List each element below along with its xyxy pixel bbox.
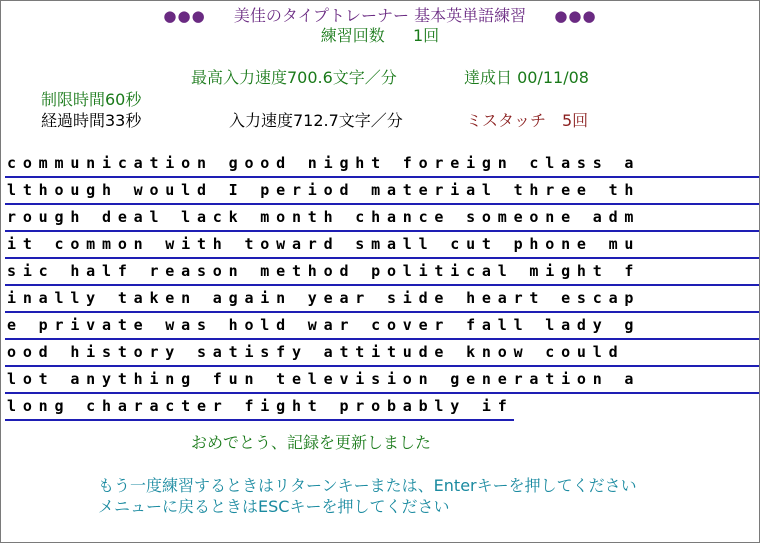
typing-line-current: long character fight probably if bbox=[5, 394, 514, 421]
input-speed: 入力速度712.7文字／分 bbox=[229, 111, 403, 130]
typing-line: it common with toward small cut phone mu bbox=[5, 232, 759, 259]
achieve-date: 達成日 00/11/08 bbox=[464, 68, 589, 87]
app-title: 美佳のタイプトレーナー 基本英単語練習 bbox=[233, 6, 527, 25]
practice-count-label: 練習回数 bbox=[320, 26, 385, 45]
typing-line: lthough would I period material three th bbox=[5, 178, 759, 205]
typing-line: inally taken again year side heart escap bbox=[5, 286, 759, 313]
typing-line: e private was hold war cover fall lady g bbox=[5, 313, 759, 340]
typing-line: sic half reason method political might f bbox=[5, 259, 759, 286]
mistouch-count: ミスタッチ 5回 bbox=[466, 111, 589, 130]
typing-line: rough deal lack month chance someone adm bbox=[5, 205, 759, 232]
menu-hint: メニューに戻るときはESCキーを押してください bbox=[98, 497, 450, 516]
typing-line: lot anything fun television generation a bbox=[5, 367, 759, 394]
typing-text-area bbox=[5, 151, 759, 421]
title-dots-right: ●●● bbox=[554, 7, 597, 25]
typing-line: ood history satisfy attitude know could bbox=[5, 340, 759, 367]
app-title-bar bbox=[1, 6, 759, 26]
typing-line: communication good night foreign class a bbox=[5, 151, 759, 178]
title-dots-left: ●●● bbox=[163, 7, 206, 25]
elapsed-time: 経過時間33秒 bbox=[41, 111, 142, 130]
record-updated-message: おめでとう、記録を更新しました bbox=[191, 433, 432, 452]
practice-count-value: 1回 bbox=[413, 26, 440, 45]
retry-hint: もう一度練習するときはリターンキーまたは、Enterキーを押してください bbox=[98, 476, 637, 495]
practice-count bbox=[1, 26, 759, 46]
time-limit: 制限時間60秒 bbox=[41, 90, 142, 109]
best-speed: 最高入力速度700.6文字／分 bbox=[191, 68, 397, 87]
